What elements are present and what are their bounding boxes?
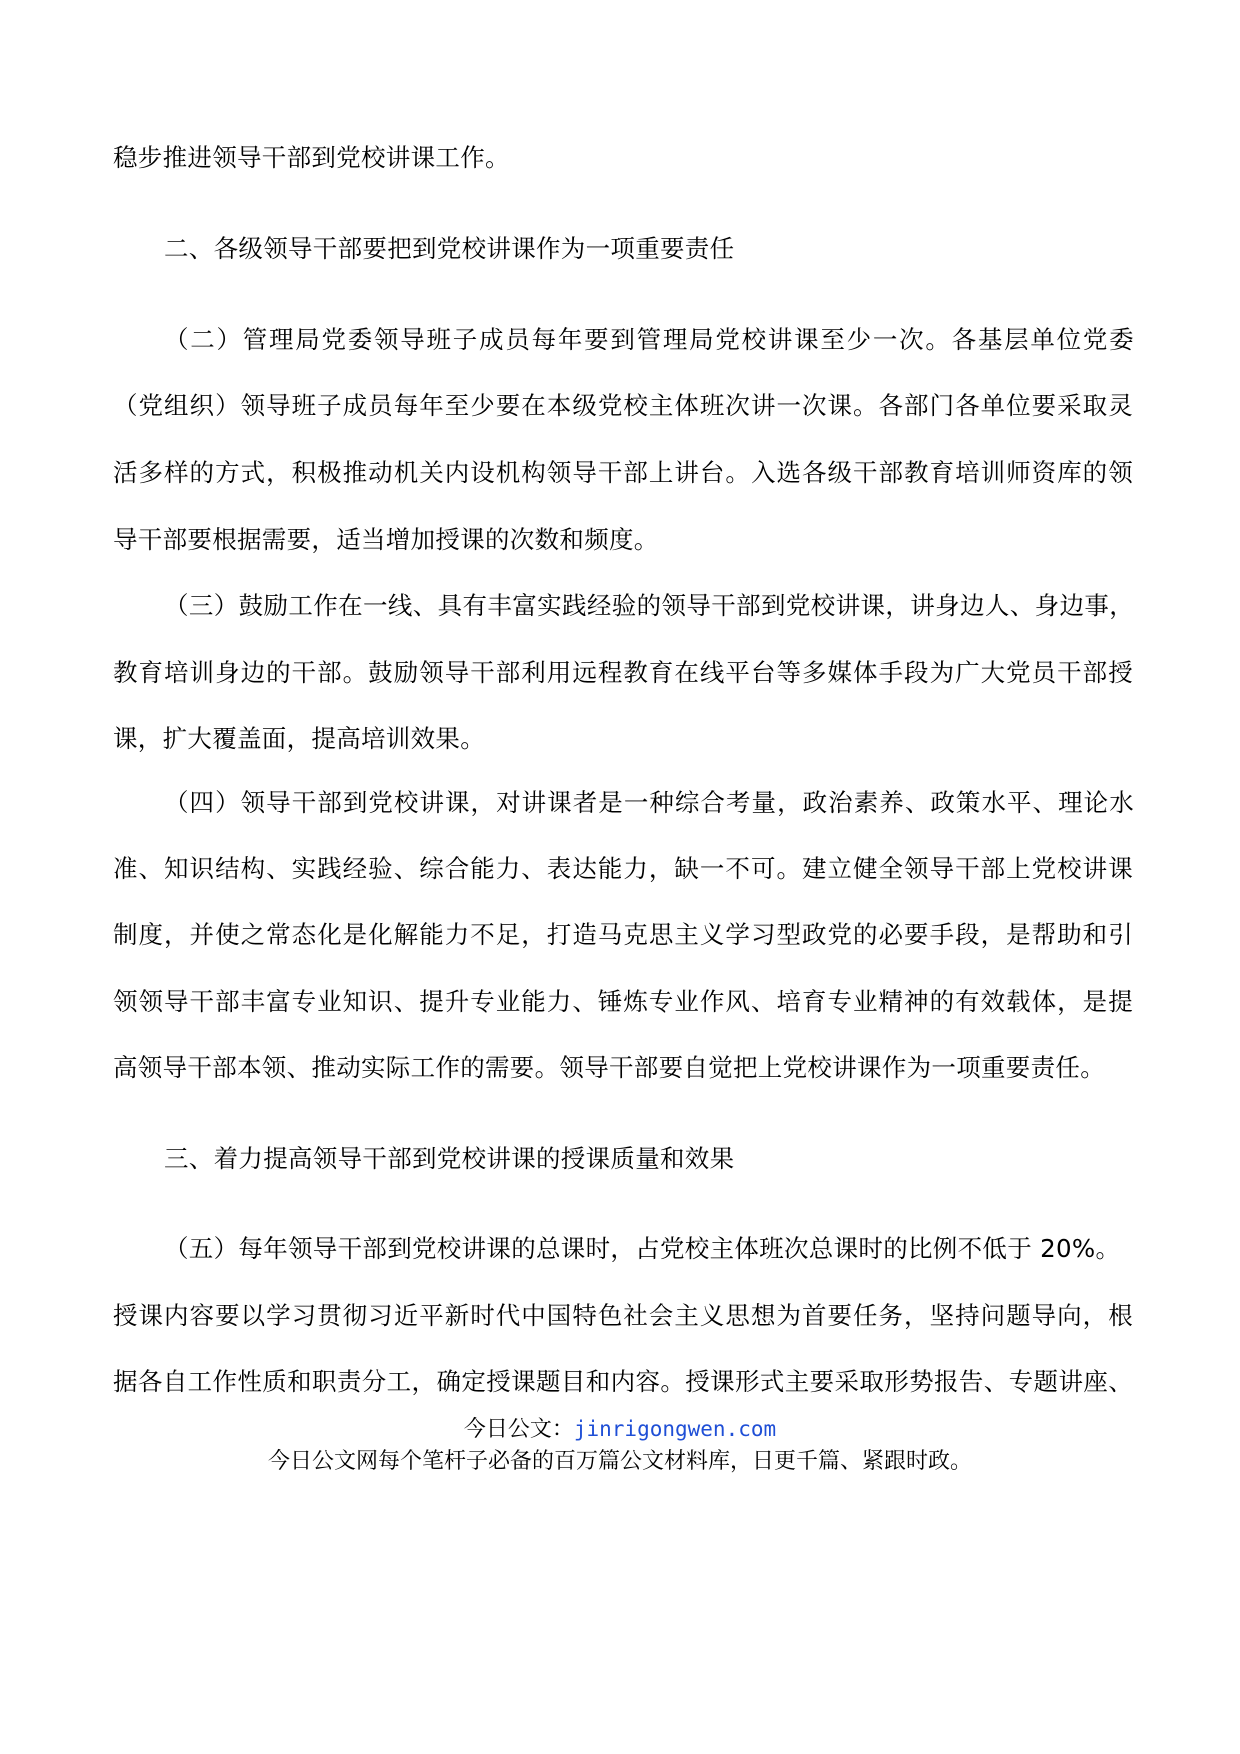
footer-source	[0, 1415, 1240, 1444]
paragraph-line-18: 据各自工作性质和职责分工，确定授课题目和内容。授课形式主要采取形势报告、专题讲座、	[113, 1367, 1133, 1396]
paragraph-line-4: （党组织）领导班子成员每年至少要在本级党校主体班次讲一次课。各部门各单位要采取灵	[113, 391, 1133, 420]
footer-tagline: 今日公文网每个笔杆子必备的百万篇公文材料库，日更千篇、紧跟时政。	[267, 1449, 972, 1474]
paragraph-line-10: （四）领导干部到党校讲课，对讲课者是一种综合考量，政治素养、政策水平、理论水	[164, 788, 1134, 817]
section-heading-2: 二、各级领导干部要把到党校讲课作为一项重要责任	[164, 234, 735, 263]
footer-site-link[interactable]: jinrigongwen.com	[573, 1417, 777, 1441]
paragraph-line-17: 授课内容要以学习贯彻习近平新时代中国特色社会主义思想为首要任务，坚持问题导向，根	[113, 1301, 1133, 1330]
paragraph-line-5: 活多样的方式，积极推动机关内设机构领导干部上讲台。入选各级干部教育培训师资库的领	[113, 458, 1133, 487]
paragraph-line-12: 制度，并使之常态化是化解能力不足，打造马克思主义学习型政党的必要手段，是帮助和引	[113, 920, 1133, 949]
paragraph-line-13: 领领导干部丰富专业知识、提升专业能力、锤炼专业作风、培育专业精神的有效载体，是提	[113, 987, 1133, 1016]
paragraph-line-3: （二）管理局党委领导班子成员每年要到管理局党校讲课至少一次。各基层单位党委	[164, 325, 1134, 354]
paragraph-line-8: 教育培训身边的干部。鼓励领导干部利用远程教育在线平台等多媒体手段为广大党员干部授	[113, 658, 1133, 687]
paragraph-line-7: （三）鼓励工作在一线、具有丰富实践经验的领导干部到党校讲课，讲身边人、身边事，	[164, 591, 1134, 620]
paragraph-line-1: 稳步推进领导干部到党校讲课工作。	[113, 143, 510, 172]
paragraph-line-14: 高领导干部本领、推动实际工作的需要。领导干部要自觉把上党校讲课作为一项重要责任。	[113, 1053, 1105, 1082]
section-heading-3: 三、着力提高领导干部到党校讲课的授课质量和效果	[164, 1144, 735, 1173]
paragraph-line-9: 课，扩大覆盖面，提高培训效果。	[113, 724, 485, 753]
paragraph-line-16: （五）每年领导干部到党校讲课的总课时，占党校主体班次总课时的比例不低于 20%。	[164, 1234, 1121, 1263]
paragraph-line-11: 准、知识结构、实践经验、综合能力、表达能力，缺一不可。建立健全领导干部上党校讲课	[113, 854, 1133, 883]
footer-label: 今日公文：	[463, 1417, 574, 1442]
paragraph-line-6: 导干部要根据需要，适当增加授课的次数和频度。	[113, 525, 659, 554]
